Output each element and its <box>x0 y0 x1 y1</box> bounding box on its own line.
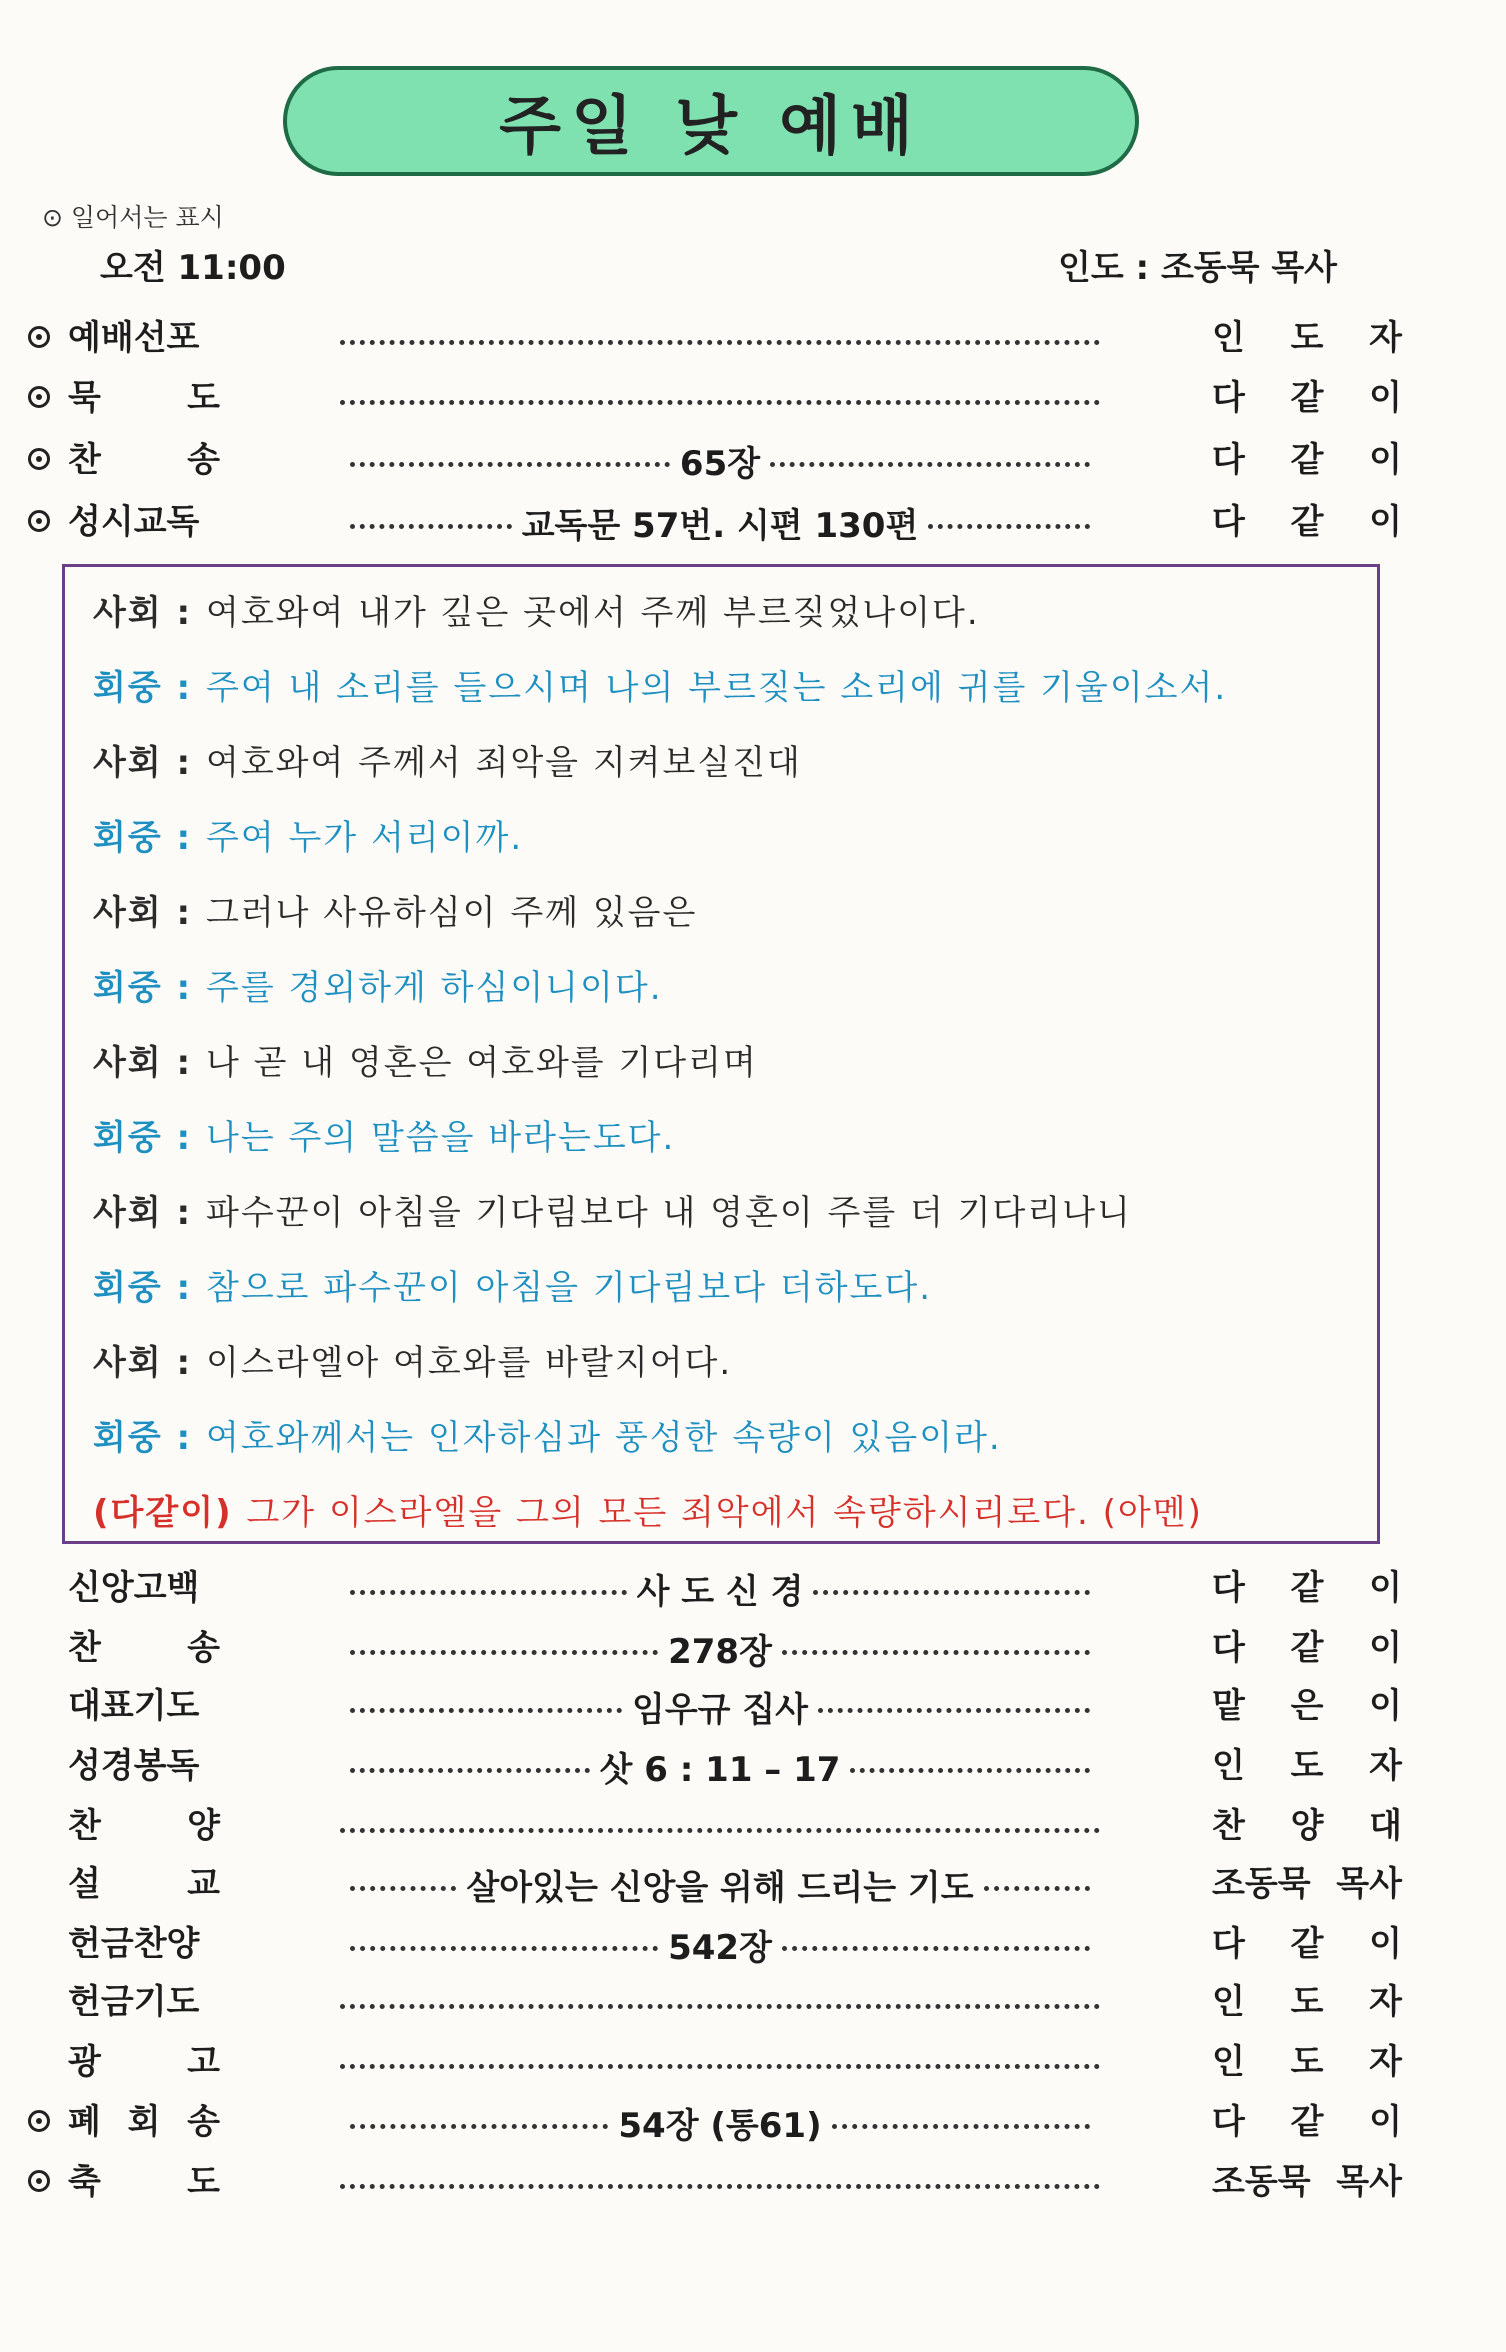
order-item-responsible: 인 도 자 <box>1212 2042 1402 2082</box>
reading-text: 주여 내 소리를 들으시며 나의 부르짖는 소리에 귀를 기울이소서. <box>205 668 1228 708</box>
reading-role-label: (다같이) <box>93 1493 247 1533</box>
order-item-leader-dots <box>340 1978 1100 2026</box>
reading-role-label: 사회 : <box>93 1043 206 1083</box>
bottom-order-row <box>0 1624 1506 1672</box>
reading-line-leader <box>93 885 697 934</box>
order-item-responsible: 다 같 이 <box>1212 440 1402 480</box>
order-item-leader-dots <box>340 1564 1100 1612</box>
bottom-order-row <box>0 1978 1506 2026</box>
order-item-leader-dots <box>340 1802 1100 1850</box>
reading-role-label: 회중 : <box>93 1418 206 1458</box>
reading-line-congregation <box>93 810 523 859</box>
reading-role-label: 사회 : <box>93 1193 206 1233</box>
service-leader: 인도 : 조동묵 목사 <box>1058 248 1338 288</box>
reading-line-leader <box>93 1185 1132 1234</box>
reading-text: 나 곧 내 영혼은 여호와를 기다리며 <box>205 1043 758 1083</box>
order-item-responsible: 찬 양 대 <box>1212 1806 1402 1846</box>
reading-text: 그러나 사유하심이 주께 있음은 <box>205 893 698 933</box>
standing-mark-icon <box>28 510 50 532</box>
bottom-order-row <box>0 1564 1506 1612</box>
standing-legend: ⊙ 일어서는 표시 <box>42 203 224 232</box>
order-item-name: 찬 양 <box>68 1806 220 1846</box>
reading-text: 이스라엘아 여호와를 바랄지어다. <box>205 1343 733 1383</box>
standing-mark-icon <box>28 386 50 408</box>
top-order-row <box>0 498 1506 546</box>
order-item-name: 성경봉독 <box>68 1746 200 1786</box>
reading-line-leader <box>93 1035 758 1084</box>
order-item-responsible: 조동묵 목사 <box>1212 2162 1402 2202</box>
top-order-row <box>0 374 1506 422</box>
order-item-leader-dots <box>340 2098 1100 2146</box>
order-item-name: 신앙고백 <box>68 1568 200 1608</box>
order-item-responsible: 다 같 이 <box>1212 1924 1402 1964</box>
reading-role-label: 사회 : <box>93 743 206 783</box>
order-item-content: 278장 <box>668 1631 772 1672</box>
order-item-content: 임우규 집사 <box>631 1689 809 1730</box>
standing-mark-icon <box>28 448 50 470</box>
order-item-responsible: 다 같 이 <box>1212 2102 1402 2142</box>
reading-role-label: 사회 : <box>93 593 206 633</box>
reading-line-leader <box>93 1335 732 1384</box>
order-item-name: 헌금찬양 <box>68 1924 200 1964</box>
order-item-name: 헌금기도 <box>68 1982 200 2022</box>
order-item-responsible: 인 도 자 <box>1212 1746 1402 1786</box>
reading-text: 그가 이스라엘을 그의 모든 죄악에서 속량하시리로다. (아멘) <box>246 1493 1203 1533</box>
order-item-name: 대표기도 <box>68 1686 200 1726</box>
responsive-reading-box <box>62 564 1380 1544</box>
order-item-leader-dots <box>340 1682 1100 1730</box>
bottom-order-row <box>0 2038 1506 2086</box>
order-item-name: 찬 송 <box>68 440 220 480</box>
order-item-leader-dots <box>340 498 1100 546</box>
order-item-responsible: 다 같 이 <box>1212 1628 1402 1668</box>
order-item-name: 폐 회 송 <box>68 2102 220 2142</box>
order-item-responsible: 다 같 이 <box>1212 1568 1402 1608</box>
order-item-responsible: 다 같 이 <box>1212 502 1402 542</box>
reading-text: 주를 경외하게 하심이니이다. <box>205 968 663 1008</box>
top-order-row <box>0 314 1506 362</box>
reading-text: 나는 주의 말씀을 바라는도다. <box>205 1118 676 1158</box>
order-item-leader-dots <box>340 2038 1100 2086</box>
order-item-leader-dots <box>340 1624 1100 1672</box>
top-order-row <box>0 436 1506 484</box>
order-item-leader-dots <box>340 1920 1100 1968</box>
order-item-name: 광 고 <box>68 2042 220 2082</box>
reading-line-congregation <box>93 1110 675 1159</box>
order-item-leader-dots <box>340 374 1100 422</box>
reading-line-all <box>93 1485 1203 1534</box>
reading-text: 주여 누가 서리이까. <box>205 818 524 858</box>
order-item-responsible: 인 도 자 <box>1212 318 1402 358</box>
reading-line-congregation <box>93 1410 1002 1459</box>
standing-mark-icon <box>28 2110 50 2132</box>
order-item-name: 묵 도 <box>68 378 220 418</box>
bottom-order-row <box>0 1860 1506 1908</box>
order-item-leader-dots <box>340 436 1100 484</box>
reading-line-leader <box>93 735 802 784</box>
reading-line-congregation <box>93 660 1227 709</box>
reading-line-congregation <box>93 960 663 1009</box>
page-title: 주일 낮 예배 <box>499 90 923 164</box>
reading-role-label: 회중 : <box>93 1118 206 1158</box>
bottom-order-row <box>0 2158 1506 2206</box>
order-item-content: 542장 <box>668 1927 772 1968</box>
reading-role-label: 회중 : <box>93 668 206 708</box>
reading-role-label: 회중 : <box>93 1268 206 1308</box>
reading-role-label: 회중 : <box>93 968 206 1008</box>
standing-mark-icon <box>28 326 50 348</box>
reading-text: 여호와여 내가 깊은 곳에서 주께 부르짖었나이다. <box>205 593 980 633</box>
order-item-responsible: 다 같 이 <box>1212 378 1402 418</box>
order-item-name: 설 교 <box>68 1864 220 1904</box>
bottom-order-row <box>0 2098 1506 2146</box>
order-item-name: 예배선포 <box>68 318 200 358</box>
reading-line-congregation <box>93 1260 932 1309</box>
title-banner <box>283 66 1139 176</box>
service-time: 오전 11:00 <box>100 248 286 288</box>
bottom-order-row <box>0 1742 1506 1790</box>
reading-text: 파수꾼이 아침을 기다림보다 내 영혼이 주를 더 기다리나니 <box>205 1193 1132 1233</box>
order-item-content: 사 도 신 경 <box>636 1571 804 1612</box>
reading-line-leader <box>93 585 980 634</box>
reading-text: 여호와께서는 인자하심과 풍성한 속량이 있음이라. <box>205 1418 1002 1458</box>
order-item-content: 65장 <box>679 443 761 484</box>
reading-text: 참으로 파수꾼이 아침을 기다림보다 더하도다. <box>205 1268 933 1308</box>
reading-role-label: 사회 : <box>93 1343 206 1383</box>
order-item-name: 축 도 <box>68 2162 220 2202</box>
order-item-content: 삿 6 : 11 – 17 <box>599 1749 841 1790</box>
order-item-responsible: 조동묵 목사 <box>1212 1864 1402 1904</box>
order-item-responsible: 인 도 자 <box>1212 1982 1402 2022</box>
reading-role-label: 회중 : <box>93 818 206 858</box>
order-item-leader-dots <box>340 314 1100 362</box>
order-item-content: 교독문 57번. 시편 130편 <box>521 505 919 546</box>
reading-role-label: 사회 : <box>93 893 206 933</box>
bottom-order-row <box>0 1920 1506 1968</box>
order-item-name: 찬 송 <box>68 1628 220 1668</box>
order-item-leader-dots <box>340 1742 1100 1790</box>
standing-mark-icon <box>28 2170 50 2192</box>
order-item-content: 54장 (통61) <box>618 2105 822 2146</box>
order-item-leader-dots <box>340 1860 1100 1908</box>
order-item-content: 살아있는 신앙을 위해 드리는 기도 <box>466 1867 974 1908</box>
order-item-name: 성시교독 <box>68 502 200 542</box>
order-item-leader-dots <box>340 2158 1100 2206</box>
bottom-order-row <box>0 1802 1506 1850</box>
bottom-order-row <box>0 1682 1506 1730</box>
order-item-responsible: 맡 은 이 <box>1212 1686 1402 1726</box>
reading-text: 여호와여 주께서 죄악을 지켜보실진대 <box>205 743 802 783</box>
